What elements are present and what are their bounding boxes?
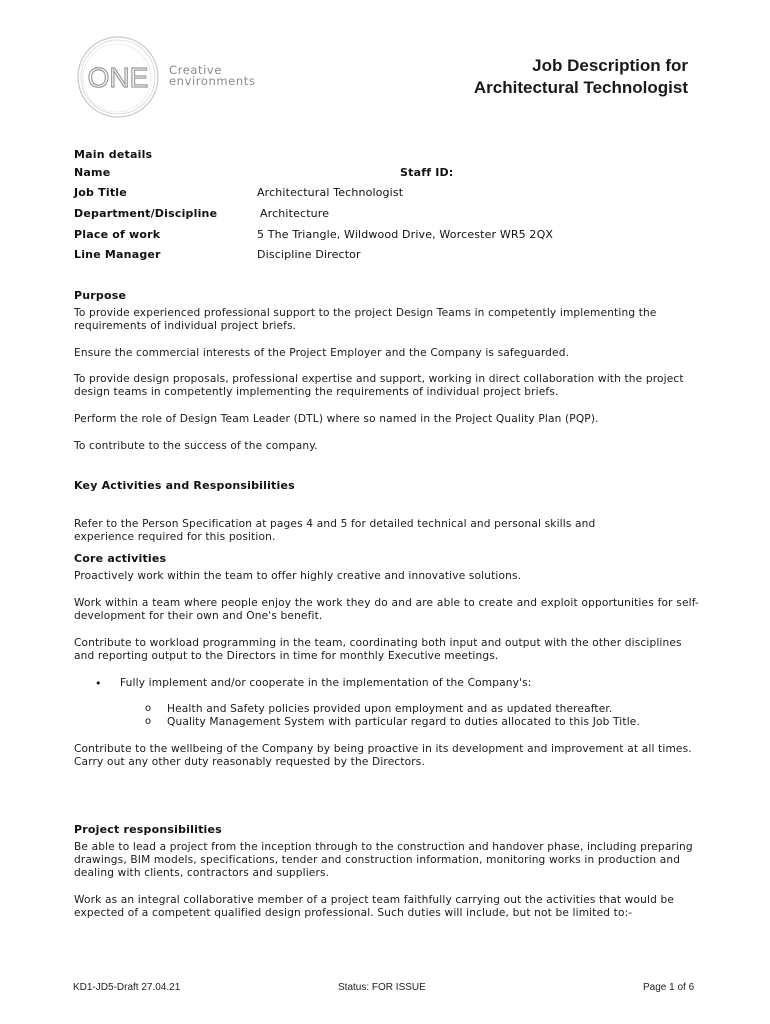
footer-status: Status: FOR ISSUE — [338, 982, 426, 993]
bullet-item: Fully implement and/or cooperate in the implementation of the Company's: — [120, 677, 532, 689]
name-label: Name — [74, 166, 111, 179]
purpose-paragraph: To contribute to the success of the company. — [74, 440, 318, 452]
department-value: Architecture — [260, 207, 330, 220]
purpose-heading: Purpose — [74, 289, 127, 302]
sub-bullet-item: Health and Safety policies provided upon employment and as updated thereafter. — [167, 703, 613, 715]
project-paragraph: Work as an integral collaborative member of a project team faithfully carrying out the activities that would be expected of a competent qualified design professional. Such duties will include, but not be limited to:- — [74, 894, 675, 920]
logo-circle-icon — [72, 35, 172, 125]
core-closing-paragraph: Contribute to the wellbeing of the Company by being proactive in its development and improvement at all times. Carry out any other duty reasonably requested by the Directors. — [74, 743, 692, 769]
core-activities-heading: Core activities — [74, 552, 167, 565]
purpose-paragraph: To provide design proposals, professional expertise and support, working in direct collaboration with the project design teams in competently implementing the requirements of individual project briefs. — [74, 373, 684, 399]
purpose-paragraph: To provide experienced professional support to the project Design Teams in competently implementing the requirements of individual project briefs. — [74, 307, 657, 333]
key-activities-heading: Key Activities and Responsibilities — [74, 479, 295, 492]
purpose-paragraph: Perform the role of Design Team Leader (DTL) where so named in the Project Quality Plan (PQP). — [74, 413, 599, 425]
logo-line-2: environments — [169, 74, 256, 88]
purpose-paragraph: Ensure the commercial interests of the Project Employer and the Company is safeguarded. — [74, 347, 570, 359]
title-line-1: Job Description for — [532, 56, 688, 75]
logo-wordmark — [169, 65, 255, 87]
department-label: Department/Discipline — [74, 207, 218, 220]
project-paragraph: Be able to lead a project from the inception through to the construction and handover phase, including preparing drawings, BIM models, specifications, tender and construction information, monitoring works in production and dealing with clients, contractors and suppliers. — [74, 841, 693, 880]
footer-reference: KD1-JD5-Draft 27.04.21 — [73, 982, 181, 993]
sub-bullet-icon: o — [145, 703, 152, 714]
key-activities-intro: Refer to the Person Specification at pages 4 and 5 for detailed technical and personal skills and experience required for this position. — [74, 518, 596, 544]
project-responsibilities-heading: Project responsibilities — [74, 823, 222, 836]
sub-bullet-item: Quality Management System with particular regard to duties allocated to this Job Title. — [167, 716, 640, 728]
place-of-work-value: 5 The Triangle, Wildwood Drive, Worcester WR5 2QX — [257, 228, 554, 241]
line-manager-value: Discipline Director — [257, 248, 361, 261]
sub-bullet-icon: o — [145, 716, 152, 727]
page-title — [474, 55, 688, 99]
main-details-heading: Main details — [74, 148, 153, 161]
logo-line-1: Creative — [169, 63, 223, 77]
core-paragraph: Work within a team where people enjoy the work they do and are able to create and exploit opportunities for self-development for their own and One's benefit. — [74, 597, 699, 623]
company-logo — [72, 35, 272, 125]
staff-id-label: Staff ID: — [400, 166, 454, 179]
title-line-2: Architectural Technologist — [473, 78, 688, 97]
job-title-value: Architectural Technologist — [257, 186, 404, 199]
logo-mark: ONE — [87, 62, 149, 93]
footer-page-number: Page 1 of 6 — [643, 982, 695, 993]
bullet-icon: • — [95, 677, 102, 690]
core-paragraph: Contribute to workload programming in the team, coordinating both input and output with the other disciplines and reporting output to the Directors in time for monthly Executive meetings. — [74, 637, 682, 663]
line-manager-label: Line Manager — [74, 248, 161, 261]
core-paragraph: Proactively work within the team to offer highly creative and innovative solutions. — [74, 570, 522, 582]
job-title-label: Job Title — [74, 186, 127, 199]
place-of-work-label: Place of work — [74, 228, 161, 241]
